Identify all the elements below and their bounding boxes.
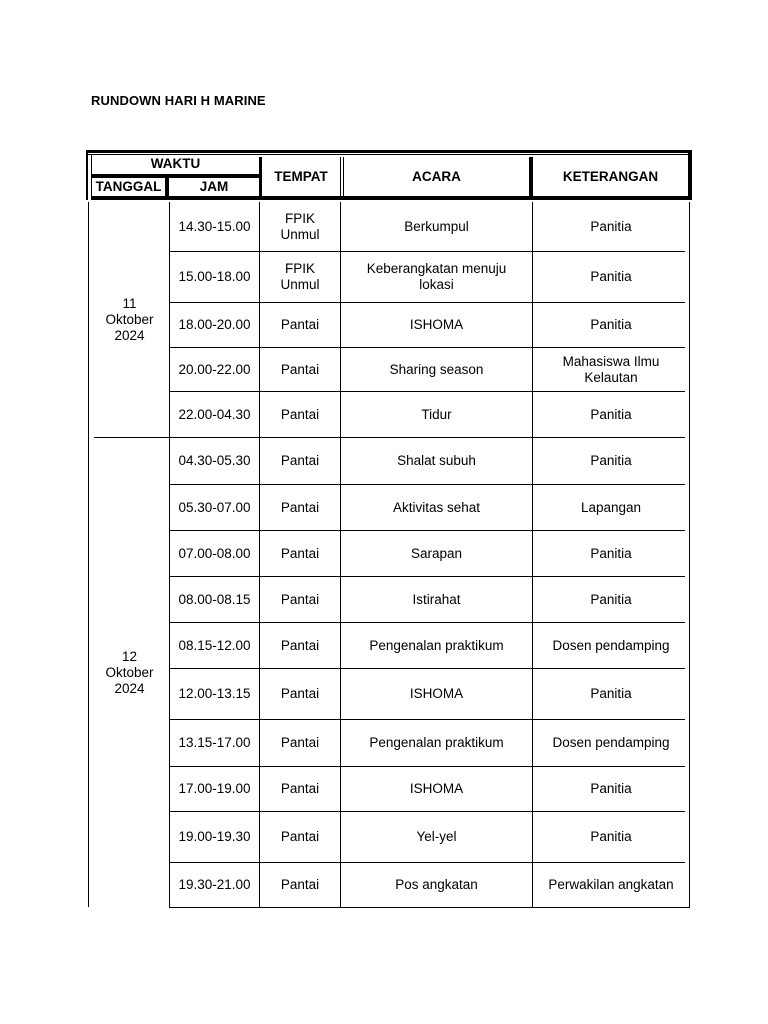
jam-cell: 13.15-17.00: [178, 735, 251, 750]
jam-cell: 17.00-19.00: [178, 781, 251, 796]
tempat-cell: Pantai: [280, 686, 320, 701]
tempat-cell: Pantai: [280, 735, 320, 750]
tempat-cell: Pantai: [280, 453, 320, 468]
keterangan-cell: Dosen pendamping: [552, 637, 670, 653]
keterangan-cell: Panitia: [590, 781, 632, 796]
tempat-cell: Pantai: [280, 499, 320, 515]
keterangan-cell: Panitia: [590, 219, 632, 234]
jam-cell: 04.30-05.30: [178, 453, 251, 468]
header-left-border: [86, 150, 88, 200]
acara-cell: Pos angkatan: [395, 877, 478, 892]
keterangan-cell: Panitia: [590, 829, 632, 844]
tempat-cell: FPIK Unmul: [280, 211, 320, 242]
acara-cell: Sharing season: [389, 361, 484, 377]
jam-cell: 07.00-08.00: [178, 545, 251, 561]
header-top-border: [86, 150, 692, 153]
tempat-cell: Pantai: [280, 545, 320, 561]
jam-cell: 20.00-22.00: [178, 361, 251, 377]
acara-cell: ISHOMA: [409, 317, 464, 332]
table-right-border: [689, 202, 690, 907]
keterangan-cell: Panitia: [590, 686, 632, 701]
tempat-cell: Pantai: [280, 829, 320, 844]
header-acara: ACARA: [412, 168, 461, 184]
acara-cell: Istirahat: [412, 591, 461, 607]
acara-cell: Tidur: [421, 406, 452, 422]
acara-cell: ISHOMA: [409, 781, 464, 796]
header-waktu: WAKTU: [150, 156, 201, 171]
jam-cell: 22.00-04.30: [178, 406, 251, 422]
jam-cell: 18.00-20.00: [178, 317, 251, 332]
date-cell: 11 Oktober 2024: [105, 295, 154, 343]
keterangan-cell: Panitia: [590, 591, 632, 607]
acara-cell: Sarapan: [410, 545, 463, 561]
tempat-cell: Pantai: [280, 877, 320, 892]
tempat-cell: Pantai: [280, 637, 320, 653]
table-left-border: [88, 202, 89, 907]
header-divider: [340, 157, 341, 200]
tempat-cell: Pantai: [280, 591, 320, 607]
jam-cell: 19.00-19.30: [178, 829, 251, 844]
acara-cell: Berkumpul: [404, 219, 469, 234]
jam-cell: 14.30-15.00: [178, 219, 251, 234]
header-bottom-border: [92, 196, 690, 200]
jam-cell: 19.30-21.00: [178, 877, 251, 892]
table-bottom-border: [169, 907, 690, 908]
keterangan-cell: Lapangan: [580, 499, 642, 515]
acara-cell: ISHOMA: [409, 686, 464, 701]
acara-cell: Aktivitas sehat: [392, 499, 481, 515]
tempat-cell: Pantai: [280, 781, 320, 796]
jam-cell: 15.00-18.00: [178, 269, 251, 284]
keterangan-cell: Mahasiswa Ilmu Kelautan: [562, 353, 660, 385]
acara-cell: Shalat subuh: [397, 453, 476, 468]
keterangan-cell: Panitia: [590, 317, 632, 332]
acara-cell: Yel-yel: [416, 829, 457, 844]
tempat-cell: Pantai: [280, 406, 320, 422]
acara-cell: Keberangkatan menuju lokasi: [366, 261, 507, 292]
jam-cell: 05.30-07.00: [178, 499, 251, 515]
header-keterangan: KETERANGAN: [562, 168, 659, 184]
acara-cell: Pengenalan praktikum: [369, 735, 504, 750]
header-tanggal: TANGGAL: [95, 179, 162, 194]
tempat-cell: Pantai: [280, 317, 320, 332]
jam-cell: 08.15-12.00: [178, 637, 251, 653]
tempat-cell: Pantai: [280, 361, 320, 377]
jam-cell: 08.00-08.15: [178, 591, 251, 607]
date-cell: 12 Oktober 2024: [105, 648, 154, 696]
tempat-cell: FPIK Unmul: [280, 261, 320, 292]
keterangan-cell: Perwakilan angkatan: [548, 877, 674, 892]
header-jam: JAM: [199, 179, 229, 194]
keterangan-cell: Panitia: [590, 453, 632, 468]
jam-cell: 12.00-13.15: [178, 686, 251, 701]
header-right-border: [688, 150, 692, 200]
keterangan-cell: Panitia: [590, 406, 632, 422]
keterangan-cell: Panitia: [590, 545, 632, 561]
acara-cell: Pengenalan praktikum: [369, 637, 504, 653]
keterangan-cell: Dosen pendamping: [552, 735, 670, 750]
keterangan-cell: Panitia: [590, 269, 632, 284]
document-title: RUNDOWN HARI H MARINE: [91, 93, 266, 108]
header-tempat: TEMPAT: [274, 168, 328, 184]
